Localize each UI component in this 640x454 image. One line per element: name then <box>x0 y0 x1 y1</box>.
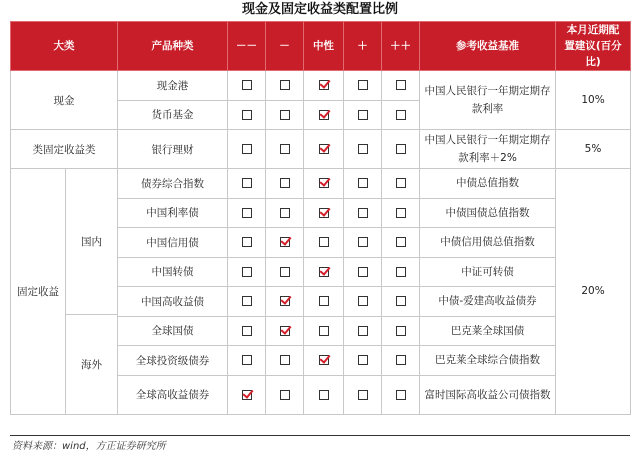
checked-box-icon <box>280 326 290 336</box>
rating-cell <box>382 71 420 101</box>
empty-box-icon <box>396 144 406 154</box>
rating-cell <box>382 130 420 169</box>
product-name: 银行理财 <box>118 130 228 169</box>
empty-box-icon <box>242 110 252 120</box>
rating-cell <box>266 71 304 101</box>
rating-cell <box>382 228 420 258</box>
rating-cell <box>382 100 420 130</box>
product-name: 全球高收益债券 <box>118 375 228 414</box>
rating-cell <box>304 287 344 317</box>
rating-cell <box>344 130 382 169</box>
empty-box-icon <box>396 267 406 277</box>
rating-cell <box>304 228 344 258</box>
benchmark-cell: 中国人民银行一年期定期存款利率＋2% <box>420 130 556 169</box>
product-name: 全球投资级债券 <box>118 346 228 376</box>
rating-cell <box>344 71 382 101</box>
rating-cell <box>382 346 420 376</box>
empty-box-icon <box>396 110 406 120</box>
header-allocation: 本月近期配置建议(百分比) <box>556 22 631 71</box>
empty-box-icon <box>280 110 290 120</box>
empty-box-icon <box>319 237 329 247</box>
empty-box-icon <box>242 80 252 90</box>
rating-cell <box>304 375 344 414</box>
rating-cell <box>266 198 304 228</box>
empty-box-icon <box>242 144 252 154</box>
category-quasi-fixed: 类固定收益类 <box>11 130 118 169</box>
rating-cell <box>266 316 304 346</box>
rating-cell <box>382 169 420 199</box>
header-positive: ＋ <box>344 22 382 71</box>
header-category: 大类 <box>11 22 118 71</box>
rating-cell <box>228 100 266 130</box>
empty-box-icon <box>358 208 368 218</box>
rating-cell <box>382 375 420 414</box>
rating-cell <box>266 169 304 199</box>
header-benchmark: 参考收益基准 <box>420 22 556 71</box>
empty-box-icon <box>280 144 290 154</box>
rating-cell <box>304 100 344 130</box>
header-very-positive: ＋＋ <box>382 22 420 71</box>
rating-cell <box>228 228 266 258</box>
category-fixed-income-label: 固定收益 <box>11 169 66 414</box>
benchmark-cell: 中债信用债总值指数 <box>420 228 556 258</box>
allocation-cell: 5% <box>556 130 631 169</box>
product-name: 中国高收益债 <box>118 287 228 317</box>
product-name: 中国信用债 <box>118 228 228 258</box>
allocation-table <box>10 21 631 415</box>
rating-cell <box>266 228 304 258</box>
empty-box-icon <box>358 178 368 188</box>
empty-box-icon <box>280 80 290 90</box>
page-title: 现金及固定收益类配置比例 <box>241 2 398 17</box>
empty-box-icon <box>319 326 329 336</box>
empty-box-icon <box>358 80 368 90</box>
source-note: 资料来源：wind，方正证券研究所 <box>12 441 166 452</box>
empty-box-icon <box>396 326 406 336</box>
benchmark-cell: 中国人民银行一年期定期存款利率 <box>420 71 556 130</box>
checked-box-icon <box>319 178 329 188</box>
benchmark-cell: 富时国际高收益公司债指数 <box>420 375 556 414</box>
rating-cell <box>266 130 304 169</box>
empty-box-icon <box>242 326 252 336</box>
rating-cell <box>266 287 304 317</box>
benchmark-cell: 中证可转债 <box>420 257 556 287</box>
empty-box-icon <box>358 267 368 277</box>
table-bottom-rule <box>10 435 630 436</box>
table-row <box>11 169 631 199</box>
checked-box-icon <box>280 237 290 247</box>
empty-box-icon <box>396 80 406 90</box>
empty-box-icon <box>319 390 329 400</box>
rating-cell <box>266 375 304 414</box>
allocation-cell: 20% <box>556 169 631 415</box>
rating-cell <box>344 169 382 199</box>
rating-cell <box>344 346 382 376</box>
rating-cell <box>266 257 304 287</box>
rating-cell <box>228 316 266 346</box>
empty-box-icon <box>358 296 368 306</box>
empty-box-icon <box>280 208 290 218</box>
empty-box-icon <box>242 355 252 365</box>
allocation-cell: 10% <box>556 71 631 130</box>
rating-cell <box>304 71 344 101</box>
rating-cell <box>344 287 382 317</box>
checked-box-icon <box>319 267 329 277</box>
empty-box-icon <box>280 267 290 277</box>
empty-box-icon <box>396 178 406 188</box>
empty-box-icon <box>358 355 368 365</box>
empty-box-icon <box>280 178 290 188</box>
empty-box-icon <box>358 237 368 247</box>
checked-box-icon <box>319 208 329 218</box>
product-name: 货币基金 <box>118 100 228 130</box>
empty-box-icon <box>358 144 368 154</box>
header-row <box>11 22 631 71</box>
rating-cell <box>304 316 344 346</box>
empty-box-icon <box>358 326 368 336</box>
rating-cell <box>304 169 344 199</box>
rating-cell <box>304 198 344 228</box>
rating-cell <box>344 257 382 287</box>
checked-box-icon <box>319 110 329 120</box>
rating-cell <box>344 316 382 346</box>
rating-cell <box>382 287 420 317</box>
benchmark-cell: 中债总值指数 <box>420 169 556 199</box>
empty-box-icon <box>396 208 406 218</box>
product-name: 中国利率债 <box>118 198 228 228</box>
rating-cell <box>228 346 266 376</box>
subcategory-overseas-label: 海外 <box>81 358 102 371</box>
rating-cell <box>344 375 382 414</box>
table-row <box>11 130 631 169</box>
rating-cell <box>266 100 304 130</box>
empty-box-icon <box>242 267 252 277</box>
benchmark-cell: 巴克莱全球国债 <box>420 316 556 346</box>
header-product: 产品种类 <box>118 22 228 71</box>
empty-box-icon <box>242 296 252 306</box>
empty-box-icon <box>242 178 252 188</box>
benchmark-cell: 中债-爱建高收益债券 <box>420 287 556 317</box>
checked-box-icon <box>280 296 290 306</box>
empty-box-icon <box>358 390 368 400</box>
rating-cell <box>228 71 266 101</box>
category-fixed-income <box>11 169 118 415</box>
subcategory-domestic-label: 国内 <box>66 169 117 315</box>
header-very-negative: －－ <box>228 22 266 71</box>
empty-box-icon <box>396 237 406 247</box>
empty-box-icon <box>396 390 406 400</box>
category-cash: 现金 <box>11 71 118 130</box>
benchmark-cell: 巴克莱全球综合债指数 <box>420 346 556 376</box>
checked-box-icon <box>242 390 252 400</box>
empty-box-icon <box>242 237 252 247</box>
rating-cell <box>228 130 266 169</box>
rating-cell <box>304 257 344 287</box>
empty-box-icon <box>396 355 406 365</box>
rating-cell <box>304 346 344 376</box>
empty-box-icon <box>242 208 252 218</box>
rating-cell <box>228 287 266 317</box>
rating-cell <box>382 257 420 287</box>
product-name: 中国转债 <box>118 257 228 287</box>
rating-cell <box>266 346 304 376</box>
product-name: 全球国债 <box>118 316 228 346</box>
rating-cell <box>344 228 382 258</box>
checked-box-icon <box>319 355 329 365</box>
table-row <box>11 71 631 101</box>
rating-cell <box>228 257 266 287</box>
empty-box-icon <box>280 355 290 365</box>
rating-cell <box>304 130 344 169</box>
rating-cell <box>228 375 266 414</box>
product-name: 现金港 <box>118 71 228 101</box>
empty-box-icon <box>396 296 406 306</box>
product-name: 债券综合指数 <box>118 169 228 199</box>
empty-box-icon <box>280 390 290 400</box>
header-neutral: 中性 <box>304 22 344 71</box>
empty-box-icon <box>358 110 368 120</box>
rating-cell <box>228 198 266 228</box>
rating-cell <box>228 169 266 199</box>
benchmark-cell: 中债国债总值指数 <box>420 198 556 228</box>
empty-box-icon <box>319 296 329 306</box>
header-negative: － <box>266 22 304 71</box>
rating-cell <box>344 100 382 130</box>
rating-cell <box>344 198 382 228</box>
rating-cell <box>382 198 420 228</box>
checked-box-icon <box>319 144 329 154</box>
checked-box-icon <box>319 80 329 90</box>
rating-cell <box>382 316 420 346</box>
